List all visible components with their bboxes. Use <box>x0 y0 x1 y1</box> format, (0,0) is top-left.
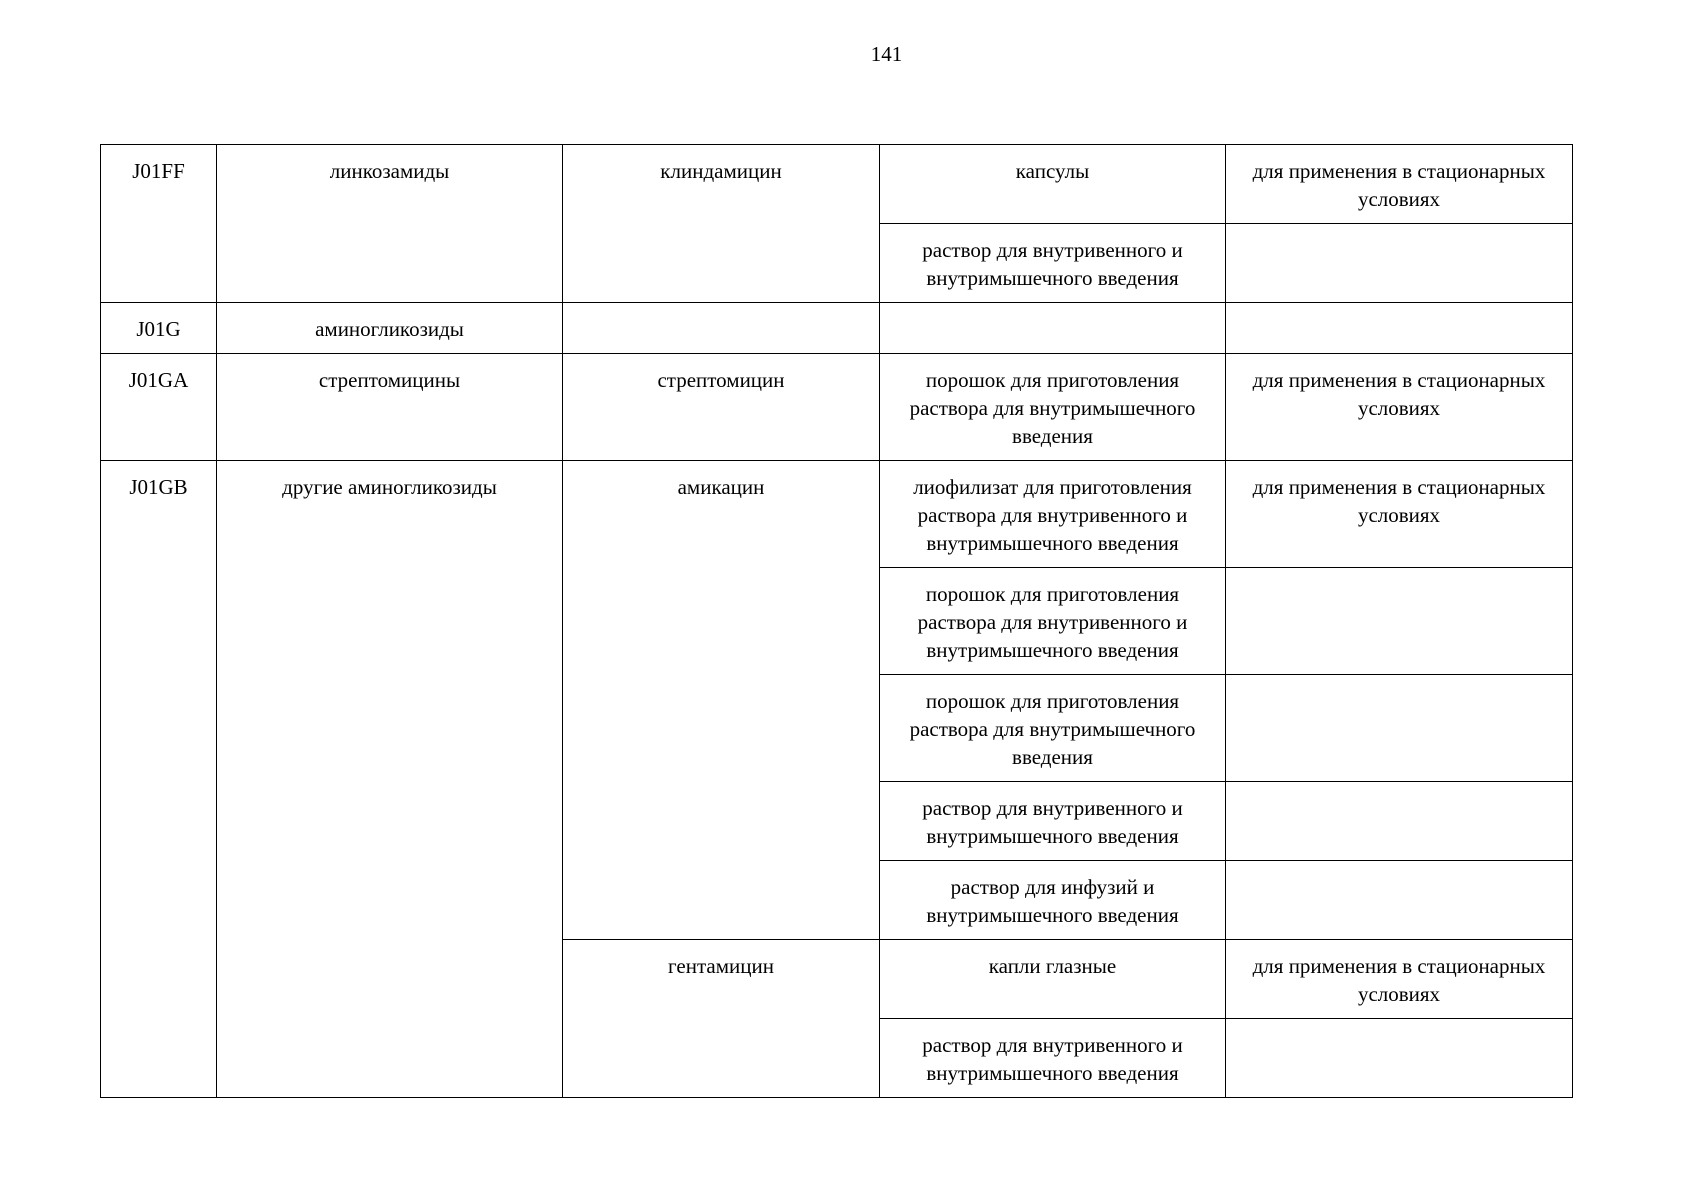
dosage-form-cell: порошок для приготовления раствора для внутривенного и внутримышечного введения <box>880 568 1226 675</box>
atc-code-cell: J01GB <box>101 461 217 1098</box>
dosage-form-cell: лиофилизат для приготовления раствора для внутривенного и внутримышечного введения <box>880 461 1226 568</box>
group-cell: аминогликозиды <box>217 303 563 354</box>
note-cell <box>1226 568 1573 675</box>
note-cell: для применения в стационарных условиях <box>1226 354 1573 461</box>
note-cell: для применения в стационарных условиях <box>1226 461 1573 568</box>
dosage-form-cell: раствор для внутривенного и внутримышечного введения <box>880 224 1226 303</box>
note-cell <box>1226 782 1573 861</box>
note-cell <box>1226 861 1573 940</box>
drug-table <box>100 144 1573 1098</box>
note-cell <box>1226 303 1573 354</box>
dosage-form-cell: порошок для приготовления раствора для внутримышечного введения <box>880 675 1226 782</box>
drug-name-cell: амикацин <box>563 461 880 940</box>
group-cell: стрептомицины <box>217 354 563 461</box>
table-row <box>101 354 1573 461</box>
table-row <box>101 145 1573 224</box>
note-cell <box>1226 1019 1573 1098</box>
note-cell <box>1226 675 1573 782</box>
table-row <box>101 303 1573 354</box>
atc-code-cell: J01FF <box>101 145 217 303</box>
dosage-form-cell: капсулы <box>880 145 1226 224</box>
group-cell: линкозамиды <box>217 145 563 303</box>
drug-name-cell <box>563 303 880 354</box>
drug-name-cell: стрептомицин <box>563 354 880 461</box>
group-cell: другие аминогликозиды <box>217 461 563 1098</box>
atc-code-cell: J01GA <box>101 354 217 461</box>
page-number: 141 <box>870 42 903 66</box>
note-cell: для применения в стационарных условиях <box>1226 145 1573 224</box>
dosage-form-cell: капли глазные <box>880 940 1226 1019</box>
drug-name-cell: клиндамицин <box>563 145 880 303</box>
dosage-form-cell <box>880 303 1226 354</box>
note-cell: для применения в стационарных условиях <box>1226 940 1573 1019</box>
atc-code-cell: J01G <box>101 303 217 354</box>
dosage-form-cell: раствор для внутривенного и внутримышечного введения <box>880 1019 1226 1098</box>
note-cell <box>1226 224 1573 303</box>
table-row <box>101 461 1573 568</box>
drug-name-cell: гентамицин <box>563 940 880 1098</box>
dosage-form-cell: раствор для внутривенного и внутримышечного введения <box>880 782 1226 861</box>
dosage-form-cell: раствор для инфузий и внутримышечного введения <box>880 861 1226 940</box>
dosage-form-cell: порошок для приготовления раствора для внутримышечного введения <box>880 354 1226 461</box>
